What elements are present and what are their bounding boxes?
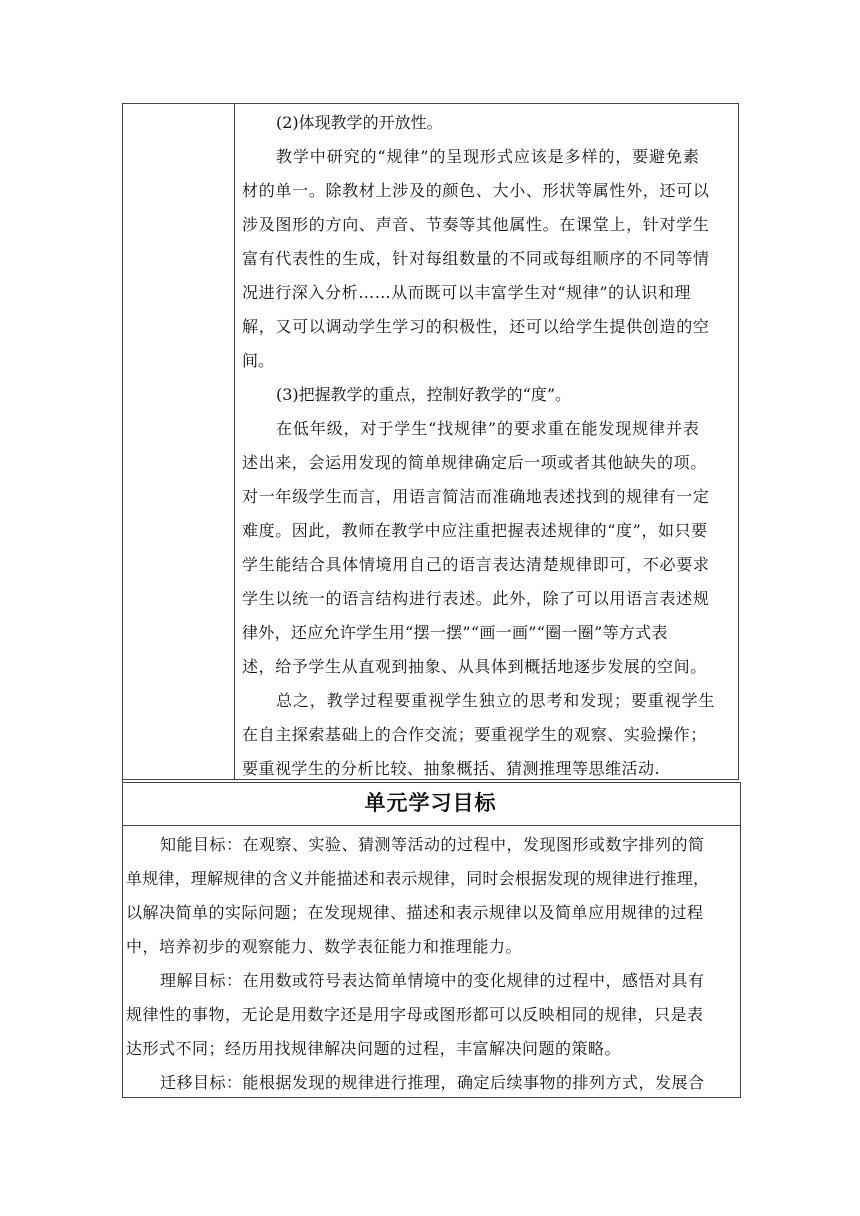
heading-bottom-border (122, 825, 741, 826)
column-divider (234, 103, 235, 779)
paragraph-line: 教学中研究的“规律”的呈现形式应该是多样的，要避免素 (276, 147, 700, 166)
paragraph-line: 难度。因此，教师在教学中应注重把握表述规律的“度”，如只要 (242, 521, 708, 540)
objective-line: 迁移目标：能根据发现的规律进行推理，确定后续事物的排列方式，发展合 (160, 1073, 705, 1092)
paragraph-line: 学生能结合具体情境用自己的语言表达清楚规律即可，不必要求 (242, 555, 710, 574)
paragraph-line: (3)把握教学的重点，控制好教学的“度”。 (276, 385, 572, 404)
paragraph-line: 间。 (242, 351, 275, 370)
upper-cell-content (242, 106, 715, 786)
lesson-table (122, 103, 739, 1098)
paragraph-line: 述，给予学生从直观到抽象、从具体到概括地逐步发展的空间。 (242, 657, 707, 676)
paragraph-line: 材的单一。除教材上涉及的颜色、大小、形状等属性外，还可以 (242, 181, 710, 200)
paragraph-line: 在低年级，对于学生“找规律”的要求重在能发现规律并表 (276, 419, 700, 438)
paragraph-line: 涉及图形的方向、声音、节奏等其他属性。在课堂上，针对学生 (242, 215, 710, 234)
objective-line: 规律性的事物，无论是用数字还是用字母或图形都可以反映相同的规律，只是表 (126, 1005, 704, 1024)
objective-line: 知能目标：在观察、实验、猜测等活动的过程中，发现图形或数字排列的简 (160, 835, 705, 854)
objective-line: 单规律，理解规律的含义并能描述和表示规律，同时会根据发现的规律进行推理， (126, 869, 710, 888)
paragraph-line: 对一年级学生而言，用语言简洁而准确地表述找到的规律有一定 (242, 487, 710, 506)
objective-line: 中，培养初步的观察能力、数学表征能力和推理能力。 (126, 937, 523, 956)
paragraph-line: 要重视学生的分析比较、抽象概括、猜测推理等思维活动. (242, 759, 661, 778)
paragraph-line: 述出来，会运用发现的简单规律确定后一项或者其他缺失的项。 (242, 453, 707, 472)
table-right-border-lower (740, 782, 741, 1098)
paragraph-line: 学生以统一的语言结构进行表述。此外，除了可以用语言表述规 (242, 589, 710, 608)
paragraph-line: 总之，教学过程要重视学生独立的思考和发现；要重视学生 (276, 691, 716, 710)
section-title: 单元学习目标 (364, 791, 497, 815)
table-right-border-upper (738, 103, 739, 779)
objective-line: 理解目标：在用数或符号表达简单情境中的变化规律的过程中，感悟对具有 (160, 971, 705, 990)
table-left-border (122, 103, 123, 1098)
paragraph-line: 富有代表性的生成，针对每组数量的不同或每组顺序的不同等情 (242, 249, 710, 268)
paragraph-line: 况进行深入分析……从而既可以丰富学生对“规律”的认识和理 (242, 283, 692, 302)
objectives-content (126, 828, 709, 1100)
table-top-border (122, 103, 739, 104)
paragraph-line: 解，又可以调动学生学习的积极性，还可以给学生提供创造的空 (242, 317, 710, 336)
paragraph-line: 律外，还应允许学生用“摆一摆”“画一画”“圈一圈”等方式表 (242, 623, 668, 642)
paragraph-line: 在自主探索基础上的合作交流；要重视学生的观察、实验操作； (242, 725, 707, 744)
objective-line: 以解决简单的实际问题；在发现规律、描述和表示规律以及简单应用规律的过程 (126, 903, 704, 922)
paragraph-line: (2)体现教学的开放性。 (276, 113, 443, 132)
objective-line: 达形式不同；经历用找规律解决问题的过程，丰富解决问题的策略。 (126, 1039, 622, 1058)
